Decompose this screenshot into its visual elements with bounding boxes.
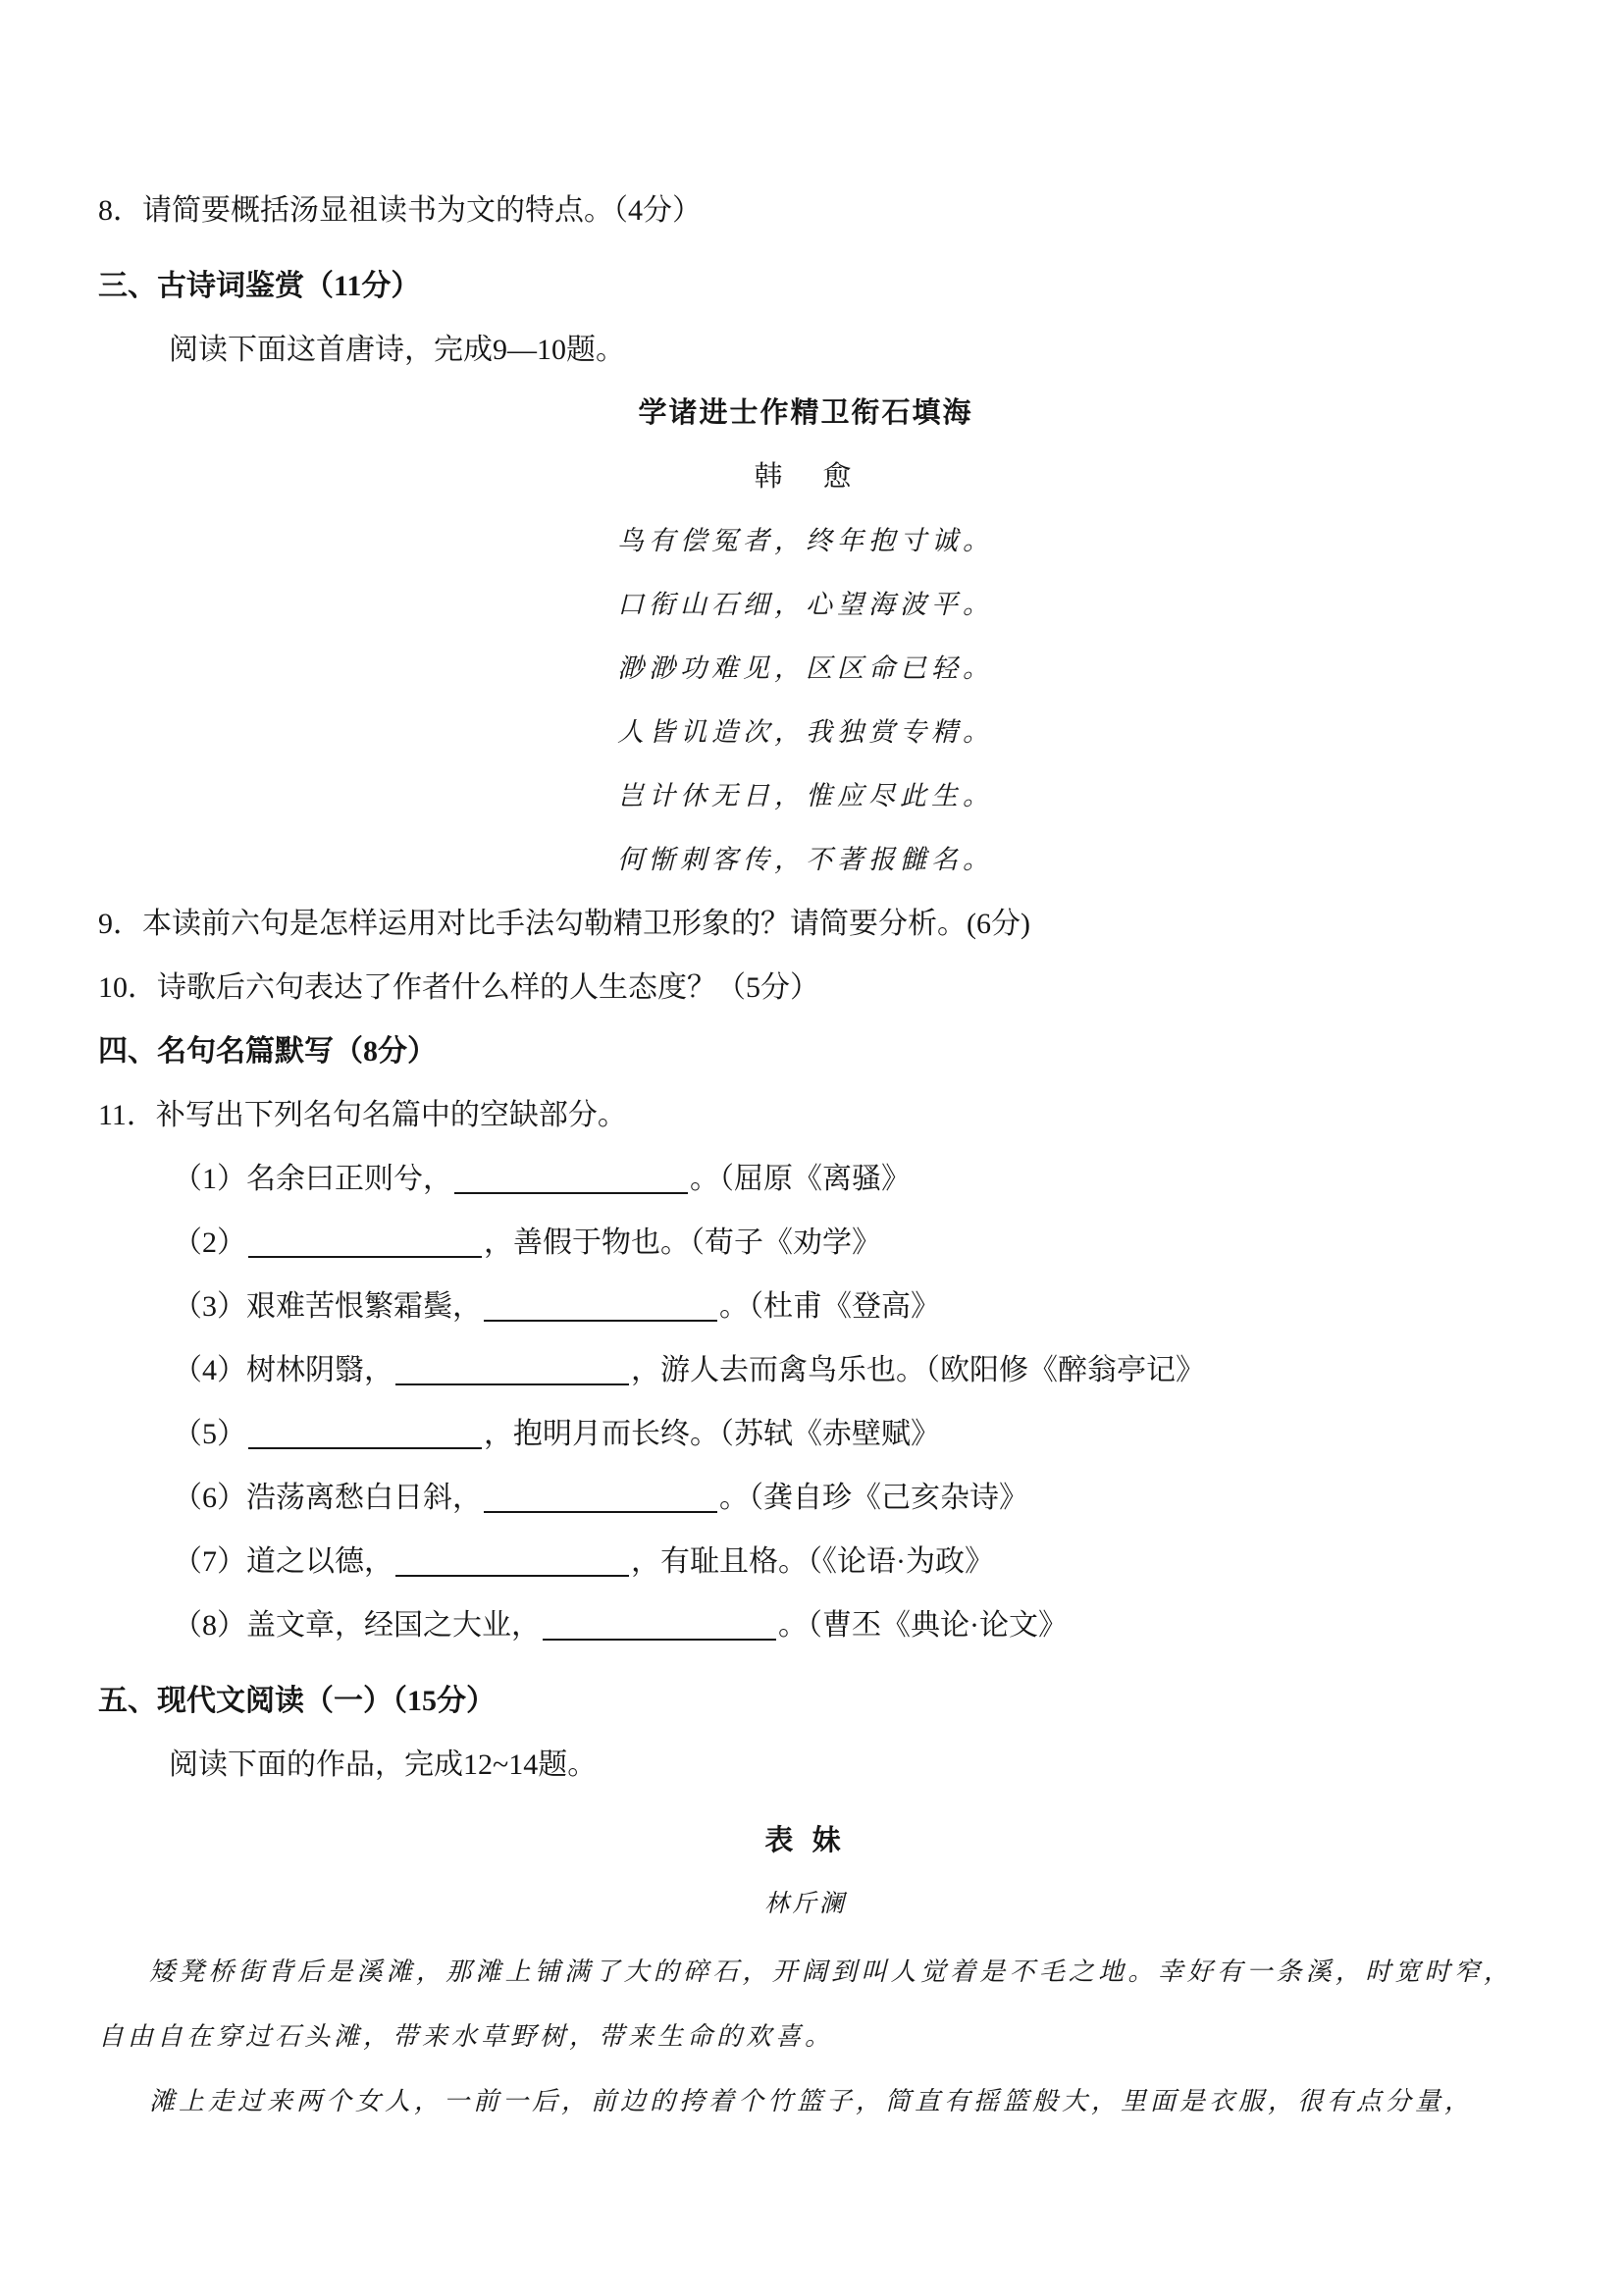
item-post: 。（龚自珍《己亥杂诗》: [719, 1482, 1028, 1514]
item-post: 。（屈原《离骚》: [690, 1163, 911, 1195]
poem-line-2: 口衔山石细，心望海波平。: [617, 590, 994, 619]
item-pre: （1）名余曰正则兮，: [173, 1163, 452, 1195]
dictation-item-5: [98, 1402, 1513, 1466]
poem-author: 韩 愈: [754, 461, 858, 493]
answer-blank: [543, 1605, 776, 1641]
answer-blank: [484, 1286, 717, 1322]
poem-line-5: 岂计休无日，惟应尽此生。: [617, 781, 994, 810]
section-4-heading: 四、名句名篇默写（8分）: [98, 1035, 437, 1068]
dictation-item-7: [98, 1530, 1513, 1593]
question-8: 8．请简要概括汤显祖读书为文的特点。（4分）: [98, 194, 702, 227]
essay-title: 表 妹: [764, 1825, 847, 1856]
item-post: 。（杜甫《登高》: [719, 1290, 940, 1323]
dictation-item-4: [98, 1338, 1513, 1402]
poem-title: 学诸进士作精卫衔石填海: [638, 397, 973, 429]
answer-blank: [395, 1541, 629, 1577]
question-9: 9．本读前六句是怎样运用对比手法勾勒精卫形象的？请简要分析。(6分): [98, 908, 1030, 940]
dictation-item-6: [98, 1466, 1513, 1530]
item-pre: （3）艰难苦恨繁霜鬓，: [173, 1290, 482, 1323]
essay-paragraph-2: 滩上走过来两个女人，一前一后，前边的挎着个竹篮子，简直有摇篮般大，里面是衣服，很有点分量，: [149, 2087, 1475, 2115]
item-pre: （6）浩荡离愁白日斜，: [173, 1482, 482, 1514]
poem-line-4: 人皆讥造次，我独赏专精。: [617, 717, 994, 747]
item-pre: （2）: [173, 1226, 246, 1259]
section-5-intro: 阅读下面的作品，完成12~14题。: [169, 1748, 598, 1781]
essay-body: [98, 1940, 1513, 2134]
item-post: 。（曹丕《典论·论文》: [778, 1609, 1068, 1642]
section-3-heading: 三、古诗词鉴赏（11分）: [98, 270, 421, 302]
item-post: ，善假于物也。（荀子《劝学》: [484, 1226, 881, 1259]
answer-blank: [454, 1159, 688, 1194]
item-post: ，有耻且格。（《论语·为政》: [631, 1545, 994, 1578]
item-pre: （8）盖文章，经国之大业，: [173, 1609, 541, 1642]
essay-author: 林斤澜: [763, 1891, 847, 1917]
item-pre: （4）树林阴翳，: [173, 1354, 393, 1386]
question-10: 10．诗歌后六句表达了作者什么样的人生态度？（5分）: [98, 971, 819, 1004]
essay-paragraph-1: 矮凳桥街背后是溪滩，那滩上铺满了大的碎石，开阔到叫人觉着是不毛之地。幸好有一条溪，时宽时窄，自由自在穿过石头滩，带来水草野树，带来生命的欢喜。: [98, 1957, 1513, 2051]
answer-blank: [248, 1223, 482, 1258]
section-5-heading: 五、现代文阅读（一）（15分）: [98, 1685, 496, 1717]
item-pre: （5）: [173, 1418, 246, 1450]
section-3-intro: 阅读下面这首唐诗，完成9—10题。: [169, 334, 625, 366]
answer-blank: [248, 1414, 482, 1449]
item-post: ，游人去而禽鸟乐也。（欧阳修《醉翁亭记》: [631, 1354, 1205, 1386]
answer-blank: [395, 1350, 629, 1385]
poem-line-1: 鸟有偿冤者，终年抱寸诚。: [617, 526, 994, 555]
dictation-item-2: [98, 1211, 1513, 1275]
item-pre: （7）道之以德，: [173, 1545, 393, 1578]
item-post: ，抱明月而长终。（苏轼《赤壁赋》: [484, 1418, 940, 1450]
dictation-item-1: [98, 1147, 1513, 1211]
poem-line-6: 何惭刺客传，不著报雠名。: [617, 845, 994, 874]
dictation-item-3: [98, 1275, 1513, 1338]
answer-blank: [484, 1478, 717, 1513]
dictation-item-8: [98, 1593, 1513, 1657]
poem-line-3: 渺渺功难见，区区命已轻。: [617, 653, 994, 683]
question-11: 11．补写出下列名句名篇中的空缺部分。: [98, 1099, 627, 1131]
